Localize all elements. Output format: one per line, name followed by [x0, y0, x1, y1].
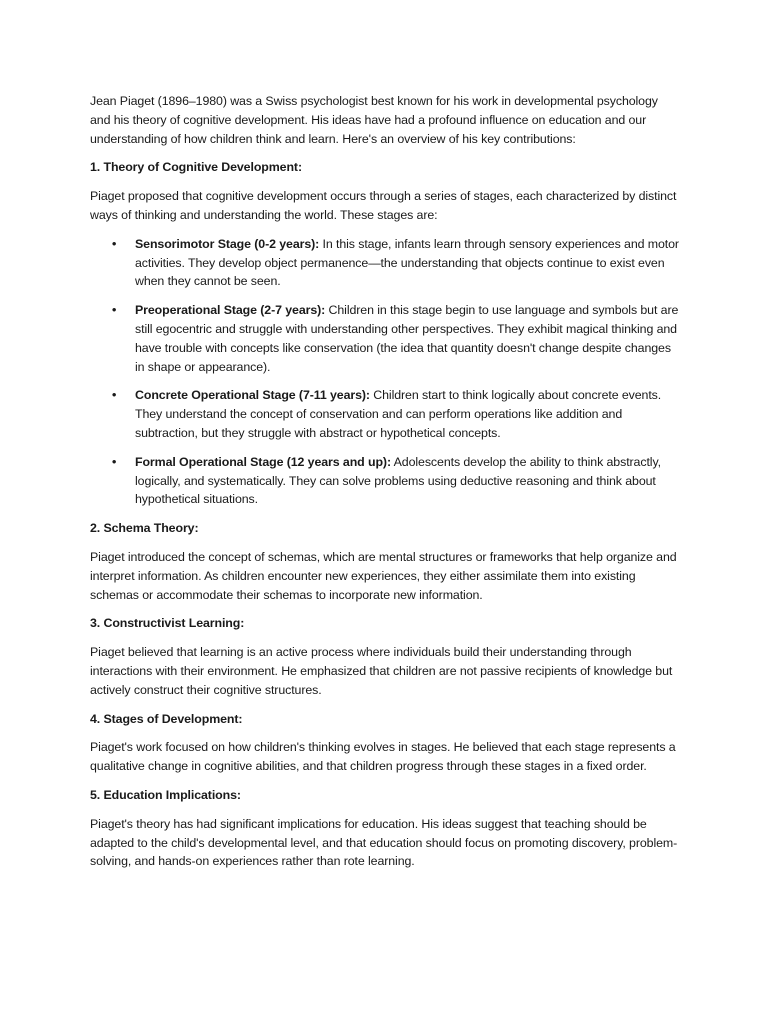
bullet-icon: • [112, 303, 117, 318]
list-item-preoperational [90, 301, 680, 376]
section-body-education-implications: Piaget's theory has had significant implications for education. His ideas suggest that teaching should be adapted to the child's developmental level, and that education should focus on promoting discovery, problem-solving, and hands-on experiences rather than rote learning. [90, 816, 678, 869]
intro-paragraph: Jean Piaget (1896–1980) was a Swiss psychologist best known for his work in developmental psychology and his theory of cognitive development. His ideas have had a profound influence on education and our understanding of how children think and learn. Here's an overview of his key contributions: [90, 94, 658, 146]
bullet-icon: • [112, 454, 117, 469]
section-body-constructivist-learning: Piaget believed that learning is an active process where individuals build their understanding through interactions with their environment. He emphasized that children are not passive recipients of knowledge but actively construct their cognitive structures. [90, 645, 673, 697]
list-item-sensorimotor [90, 235, 680, 291]
bullet-icon: • [112, 236, 117, 251]
list-item-concrete-operational [90, 386, 680, 442]
section-body-cognitive-development: Piaget proposed that cognitive development occurs through a series of stages, each characterized by distinct ways of thinking and understanding the world. These stages are: [90, 189, 677, 222]
stage-term: Formal Operational Stage (12 years and up): [135, 454, 391, 469]
stage-term: Sensorimotor Stage (0-2 years): [135, 236, 320, 251]
stages-list [90, 235, 680, 509]
stage-term: Concrete Operational Stage (7-11 years): [135, 388, 370, 403]
stage-term: Preoperational Stage (2-7 years): [135, 303, 326, 318]
bullet-icon: • [112, 388, 117, 403]
section-body-stages-of-development: Piaget's work focused on how children's thinking evolves in stages. He believed that each stage represents a qualitative change in cognitive abilities, and that children progress through these stages in a fixed order. [90, 740, 676, 774]
section-heading-constructivist-learning: 3. Constructivist Learning: [90, 616, 245, 631]
list-item-formal-operational [90, 453, 680, 509]
stage-description: Adolescents develop the ability to think abstractly, logically, and systematically. They can solve problems using deductive reasoning and think about hypothetical situations. [135, 454, 661, 507]
stage-description: In this stage, infants learn through sensory experiences and motor activities. They develop object permanence—the understanding that objects continue to exist even when they cannot be seen. [135, 236, 679, 289]
section-body-schema-theory: Piaget introduced the concept of schemas, which are mental structures or frameworks that help organize and interpret information. As children encounter new experiences, they either assimilate them into existing schemas or accommodate their schemas to incorporate new information. [90, 549, 677, 602]
section-heading-education-implications: 5. Education Implications: [90, 787, 241, 802]
stage-description: Children start to think logically about concrete events. They understand the concept of conservation and can perform operations like addition and subtraction, but they struggle with abstract or hypothetical concepts. [135, 388, 662, 440]
document-page [90, 92, 680, 881]
stage-description: Children in this stage begin to use language and symbols but are still egocentric and struggle with understanding other perspectives. They exhibit magical thinking and have trouble with concepts like conservation (the idea that quantity doesn't change despite changes in shape or appearance). [135, 303, 679, 374]
section-heading-schema-theory: 2. Schema Theory: [90, 521, 199, 536]
section-heading-stages-of-development: 4. Stages of Development: [90, 711, 243, 726]
section-heading-cognitive-development: 1. Theory of Cognitive Development: [90, 160, 302, 175]
